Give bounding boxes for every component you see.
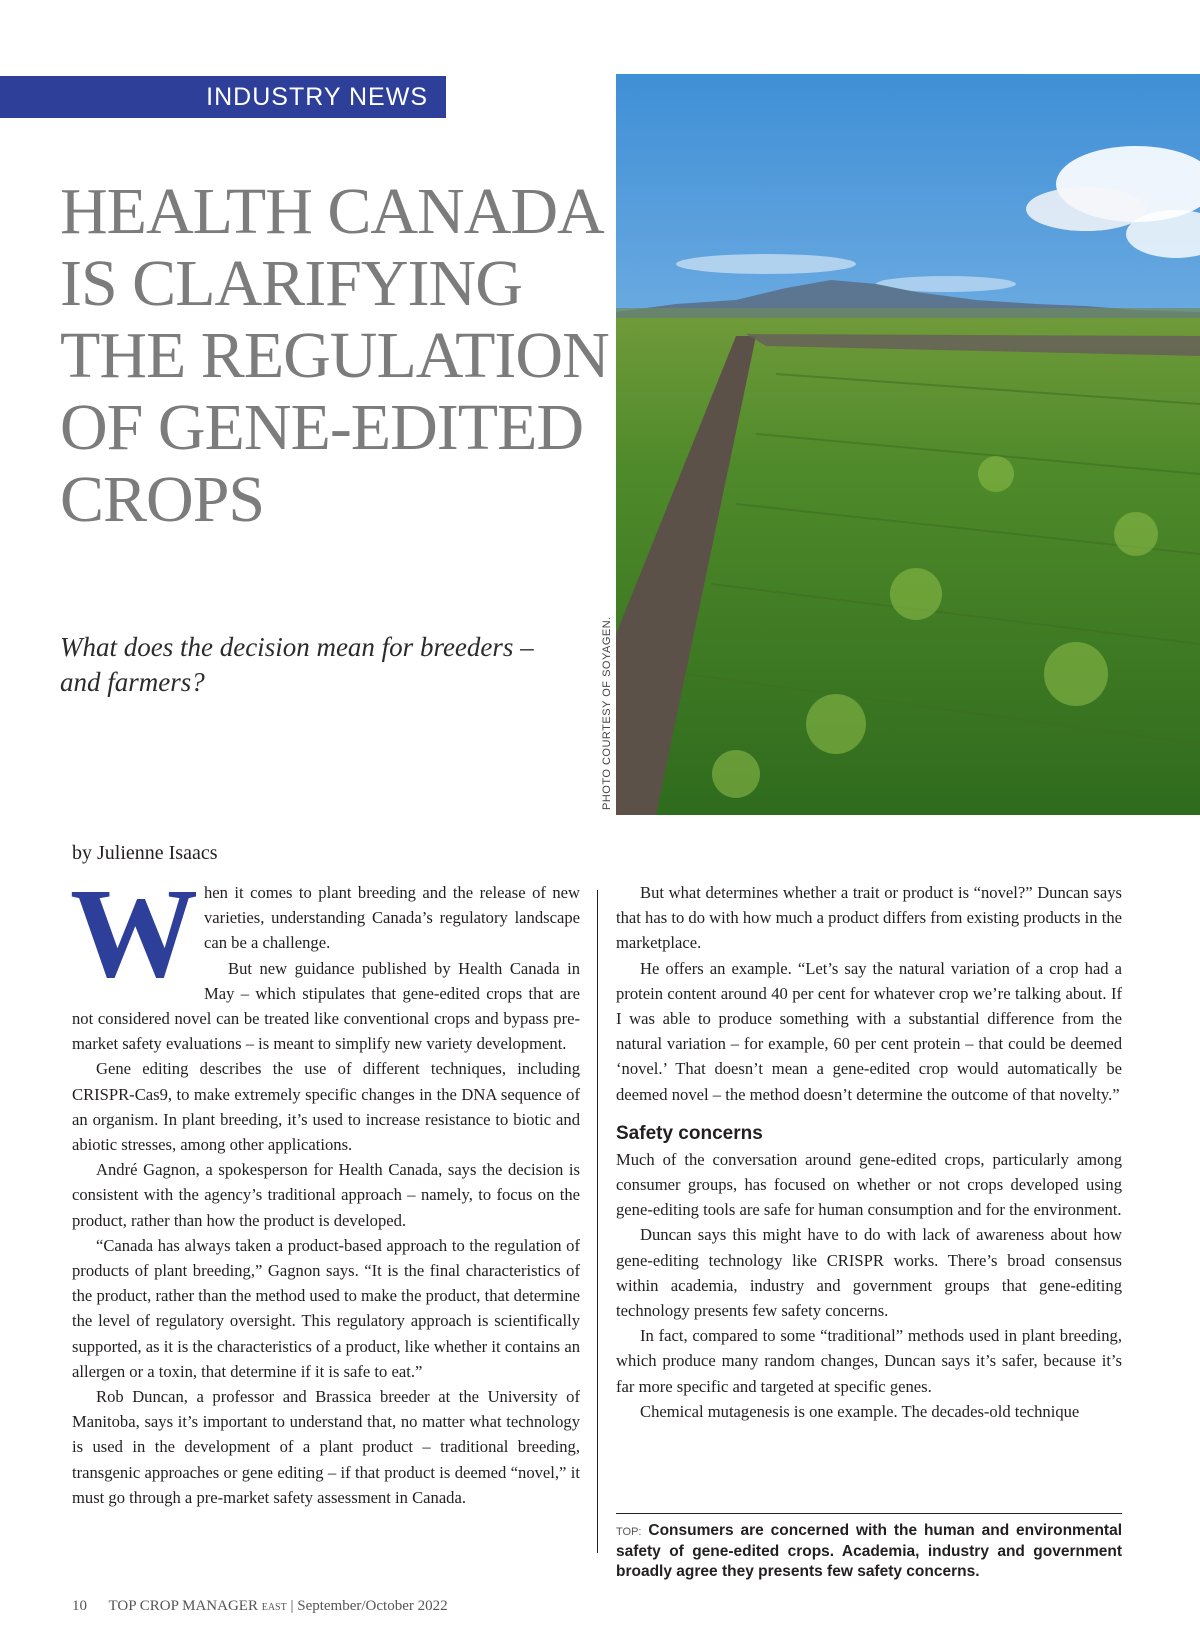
article-paragraph: “Canada has always taken a product-based approach to the regulation of products of plant breeding,” Gagnon says. “It is the final characteristics of the product, rather than the method used to make the product, that determine the level of regulatory oversight. This regulatory approach is scientifically supported, as it is the characteristics of a product, like whether it contains an allergen or a toxin, that determine if it is safe to eat.” xyxy=(72,1235,580,1381)
magazine-edition: EAST xyxy=(261,1602,287,1613)
article-paragraph: André Gagnon, a spokesperson for Health Canada, says the decision is consistent with the agency’s traditional approach – namely, to focus on the product, rather than how the product is developed. xyxy=(72,1160,580,1230)
article-paragraph: Duncan says this might have to do with lack of awareness about how gene-editing technology like CRISPR works. There’s broad consensus within academia, industry and government groups that gene-editing technology presents few safety concerns. xyxy=(616,1225,1122,1321)
article-column-right xyxy=(616,880,1122,1424)
article-paragraph: In fact, compared to some “traditional” methods used in plant breeding, which produce many random changes, Duncan says it’s safer, because it’s far more specific and targeted at specific genes. xyxy=(616,1326,1122,1396)
caption-tag: TOP: xyxy=(616,1526,642,1538)
article-paragraph: Gene editing describes the use of different techniques, including CRISPR-Cas9, to make extremely specific changes in the DNA sequence of an organism. In plant breeding, it’s used to increase resistance to biotic and abiotic stresses, among other applications. xyxy=(72,1059,580,1155)
issue-date: | September/October 2022 xyxy=(290,1598,448,1614)
section-label xyxy=(0,76,446,118)
drop-cap: W xyxy=(70,862,198,1004)
soybean-field-photo xyxy=(616,74,1200,815)
photo-caption xyxy=(616,1521,1122,1582)
paragraph-text: hen it comes to plant breeding and the release of new varieties, understanding Canada’s regulatory landscape can be a challenge. xyxy=(204,883,580,953)
page-footer xyxy=(72,1598,448,1615)
column-divider xyxy=(597,890,598,1553)
caption-text: Consumers are concerned with the human and environmental safety of gene-edited crops. Academia, industry and government broadly agree they presents few safety concerns. xyxy=(616,1522,1123,1580)
article-paragraph: Much of the conversation around gene-edited crops, particularly among consumer groups, has focused on whether or not crops developed using gene-editing tools are safe for human consumption and for the environment. xyxy=(616,1149,1122,1220)
article-column-left xyxy=(70,862,580,1510)
magazine-name: TOP CROP MANAGER xyxy=(108,1598,258,1614)
article-subheadline: What does the decision mean for breeders – and farmers? xyxy=(60,632,534,697)
article-headline: HEALTH CANADA IS CLARIFYING THE REGULATION OF GENE-EDITED CROPS xyxy=(60,175,609,536)
article-paragraph: Rob Duncan, a professor and Brassica breeder at the University of Manitoba, says it’s important to understand that, no matter what technology is used in the development of a plant product – traditional breeding, transgenic approaches or gene editing – if that product is deemed “novel,” it must go through a pre-market safety assessment in Canada. xyxy=(72,1387,580,1507)
article-paragraph: But new guidance published by Health Canada in May – which stipulates that gene-edited crops that are not considered novel can be treated like conventional crops and bypass pre-market safety evaluations – is meant to simplify new variety development. xyxy=(72,958,580,1054)
photo-credit: PHOTO COURTESY OF SOYAGEN. xyxy=(601,616,613,810)
article-paragraph: He offers an example. “Let’s say the natural variation of a crop had a protein content around 40 per cent for whatever crop we’re talking about. If I was able to produce something with a substantial difference from the natural variation – for example, 60 per cent protein – that could be deemed ‘novel.’ That doesn’t mean a gene-edited crop would automatically be deemed novel – the method doesn’t determine the outcome of that novelty.” xyxy=(616,958,1122,1104)
section-label-text: INDUSTRY NEWS xyxy=(206,82,428,111)
page-number: 10 xyxy=(72,1598,87,1614)
article-paragraph: Chemical mutagenesis is one example. The decades-old technique xyxy=(640,1401,1080,1421)
article-paragraph: But what determines whether a trait or product is “novel?” Duncan says that has to do with how much a product differs from existing products in the marketplace. xyxy=(616,883,1122,953)
section-subheading: Safety concerns xyxy=(616,1122,763,1144)
caption-rule xyxy=(616,1513,1122,1514)
byline: by Julienne Isaacs xyxy=(72,842,218,864)
article-paragraph xyxy=(70,862,580,1004)
